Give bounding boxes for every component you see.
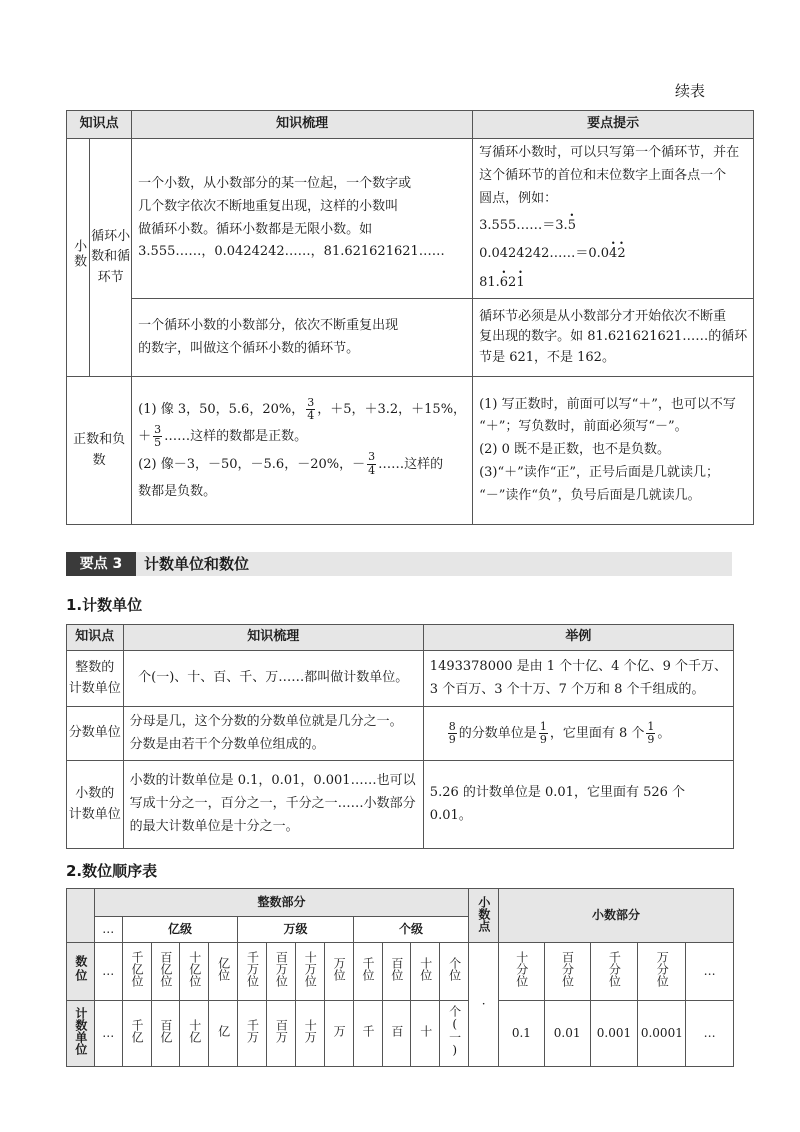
repeating-decimal-definition: 一个小数，从小数部分的某一位起，一个数字或 几个数字依次不断地重复出现，这样的小数叫 做循环小数。循环小数都是无限小数。如 3.555……，0.0424242……，81.621621621…… [132, 139, 473, 299]
decimal-position-cell: 千分位 [590, 943, 638, 1001]
position-cell: 个位 [440, 943, 469, 1001]
corner-cell [67, 889, 95, 943]
example-2: 0.0424242……＝0.0• 4• 2 [479, 243, 747, 266]
position-cell: 十万位 [295, 943, 324, 1001]
topic-positive-negative: 正数和负数 [67, 377, 132, 525]
subheading-place-value-table: 2.数位顺序表 [66, 862, 158, 880]
decimal-position-cell: 百分位 [544, 943, 590, 1001]
unit-cell: 十亿 [180, 1001, 209, 1067]
unit-cell: 个(一) [440, 1001, 469, 1067]
level-yi: 亿级 [122, 917, 238, 943]
decimal-units-example: 5.26 的计数单位是 0.01，它里面有 526 个 0.01。 [423, 761, 733, 849]
ellipsis-cell: … [94, 943, 122, 1001]
position-cell: 百亿位 [151, 943, 180, 1001]
header-tips: 要点提示 [473, 111, 754, 139]
integer-part-header: 整数部分 [94, 889, 468, 917]
fraction-units-desc: 分母是几，这个分数的分数单位就是几分之一。 分数是由若干个分数单位组成的。 [123, 707, 423, 761]
decimal-position-cell: 十分位 [499, 943, 545, 1001]
unit-cell: 十 [411, 1001, 440, 1067]
unit-cell: 十万 [295, 1001, 324, 1067]
repeating-decimal-tip: 写循环小数时，可以只写第一个循环节，并在 这个循环节的首位和末位数字上面各点一个 圆点，例如： 3.555……＝3.• 5 0.0424242……＝0.0• 4• 2 81.• 62• 1 [473, 139, 754, 299]
level-ge: 个级 [353, 917, 469, 943]
position-cell: 十位 [411, 943, 440, 1001]
group-decimal: 小数 [67, 139, 90, 377]
fraction-units-example: $\frac{8}{9}$ 的分数单位是 $\frac{1}{9}$ ，它里面有 8 个 $\frac{1}{9}$ 。 [423, 707, 733, 761]
decimal-part-header: 小数部分 [499, 889, 734, 943]
unit-cell: 千 [353, 1001, 382, 1067]
unit-cell: 百亿 [151, 1001, 180, 1067]
topic-decimal-units: 小数的 计数单位 [67, 761, 124, 849]
ellipsis-cell: … [94, 917, 122, 943]
unit-cell: 千亿 [122, 1001, 151, 1067]
topic-fraction-units: 分数单位 [67, 707, 124, 761]
position-cell: 十亿位 [180, 943, 209, 1001]
position-cell: 亿位 [209, 943, 238, 1001]
position-cell: 万位 [324, 943, 353, 1001]
header-topic: 知识点 [67, 625, 124, 651]
position-cell: 百万位 [267, 943, 296, 1001]
position-cell: 千万位 [238, 943, 267, 1001]
positive-negative-definition: (1) 像 3，50，5.6，20%， $\frac{3}{4}$ ，＋5，＋3.2，＋15%， ＋ $\frac{3}{5}$ ……这样的数都是正数。 (2) 像－3，－50，－5.6，－20%，－ $\frac{3}{4}$ ……这样的 数都是负数。 [132, 377, 473, 525]
unit-cell: 千万 [238, 1001, 267, 1067]
unit-cell: 亿 [209, 1001, 238, 1067]
integer-units-example: 1493378000 是由 1 个十亿、4 个亿、9 个千万、 3 个百万、3 个十万、7 个万和 8 个千组成的。 [423, 651, 733, 707]
header-example: 举例 [423, 625, 733, 651]
level-wan: 万级 [238, 917, 354, 943]
continued-label: 续表 [675, 82, 706, 100]
unit-row [67, 1001, 734, 1067]
decimal-unit-cell: 0.1 [499, 1001, 545, 1067]
cycle-tip: 循环节必须是从小数部分才开始依次不断重 复出现的数字。如 81.621621621……的循环 节是 621，不是 162。 [473, 299, 754, 377]
decimal-unit-cell: 0.01 [544, 1001, 590, 1067]
subheading-counting-units: 1.计数单位 [66, 596, 143, 614]
ellipsis-cell: … [94, 1001, 122, 1067]
decimal-point-header: 小数点 [469, 889, 499, 943]
header-summary: 知识梳理 [132, 111, 473, 139]
integer-units-desc: 个(一)、十、百、千、万……都叫做计数单位。 [123, 651, 423, 707]
decimal-unit-cell: 0.0001 [638, 1001, 686, 1067]
decimal-units-desc: 小数的计数单位是 0.1，0.01，0.001……也可以 写成十分之一，百分之一，千分之一……小数部分 的最大计数单位是十分之一。 [123, 761, 423, 849]
decimal-unit-cell: 0.001 [590, 1001, 638, 1067]
knowledge-table-decimals [66, 110, 754, 525]
counting-units-table [66, 624, 734, 849]
position-cell: 千亿位 [122, 943, 151, 1001]
decimal-point-cell: · [469, 943, 499, 1067]
header-summary: 知识梳理 [123, 625, 423, 651]
row-label-unit: 计数单位 [67, 1001, 95, 1067]
header-topic: 知识点 [67, 111, 132, 139]
ellipsis-cell: … [686, 943, 734, 1001]
positive-negative-tips: (1) 写正数时，前面可以写“＋”，也可以不写 “＋”；写负数时，前面必须写“－”。 (2) 0 既不是正数，也不是负数。 (3)“＋”读作“正”，正号后面是几就读几； “－”读作“负”，负号后面是几就读几。 [473, 377, 754, 525]
example-1: 3.555……＝3.• 5 [479, 215, 747, 238]
example-3: 81.• 62• 1 [479, 272, 747, 295]
position-cell: 千位 [353, 943, 382, 1001]
section-tag: 要点 3 [66, 552, 136, 576]
cycle-definition: 一个循环小数的小数部分，依次不断重复出现 的数字，叫做这个循环小数的循环节。 [132, 299, 473, 377]
position-cell: 百位 [382, 943, 411, 1001]
row-label-position: 数位 [67, 943, 95, 1001]
decimal-position-cell: 万分位 [638, 943, 686, 1001]
unit-cell: 百万 [267, 1001, 296, 1067]
topic-repeating-decimal: 循环小 数和循 环节 [90, 139, 132, 377]
unit-cell: 万 [324, 1001, 353, 1067]
ellipsis-cell: … [686, 1001, 734, 1067]
unit-cell: 百 [382, 1001, 411, 1067]
section-title: 计数单位和数位 [144, 555, 250, 573]
topic-integer-units: 整数的 计数单位 [67, 651, 124, 707]
